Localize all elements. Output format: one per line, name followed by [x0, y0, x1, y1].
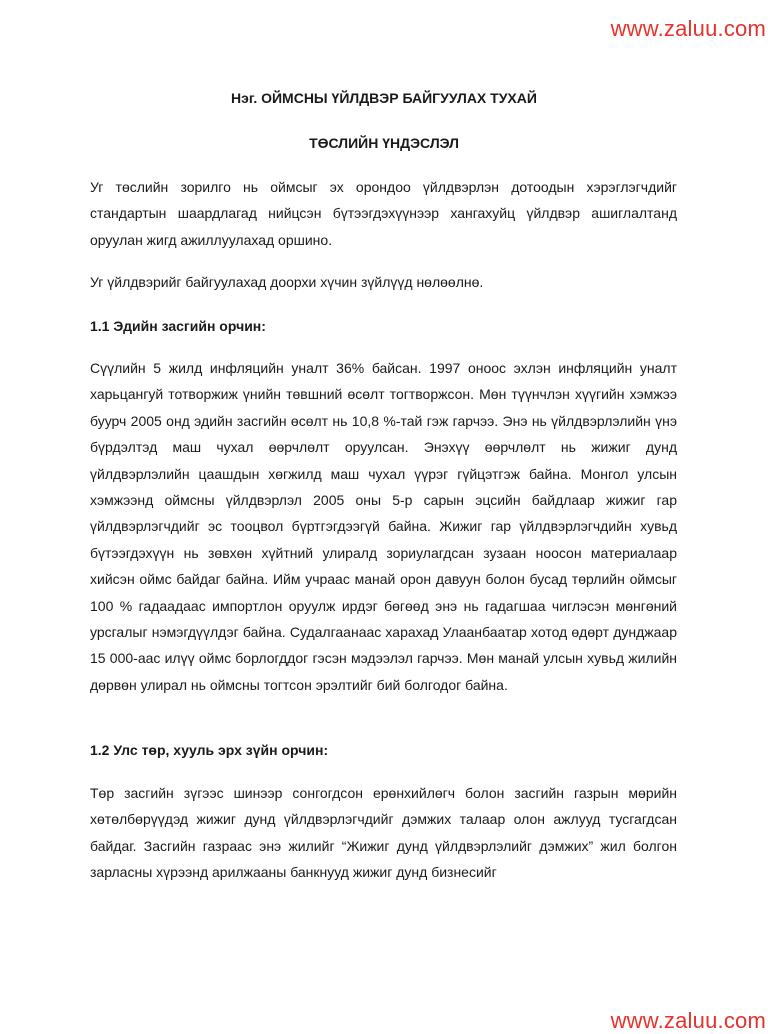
- document-title: Нэг. ОЙМСНЫ ҮЙЛДВЭР БАЙГУУЛАХ ТУХАЙ: [231, 90, 537, 106]
- watermark-top[interactable]: www.zaluu.com: [610, 16, 766, 41]
- intro-paragraph: Уг төслийн зорилго нь оймсыг эх орондоо үйлдвэрлэн дотоодын хэрэглэгчдийг стандартын шаардлагад нийцсэн бүтээгдэхүүнээр хангахуйц үйлдвэр ашиглалтанд оруулан жигд ажиллуулахад оршино.: [90, 179, 677, 248]
- section-heading-political-legal: 1.2 Улс төр, хууль эрх зүйн орчин:: [90, 742, 329, 758]
- document-subtitle: ТӨСЛИЙН ҮНДЭСЛЭЛ: [309, 135, 459, 151]
- factors-paragraph: Уг үйлдвэрийг байгуулахад доорхи хүчин зүйлүүд нөлөөлнө.: [90, 274, 484, 290]
- watermark-bottom[interactable]: www.zaluu.com: [610, 1008, 766, 1033]
- section-heading-economic: 1.1 Эдийн засгийн орчин:: [90, 318, 266, 334]
- economic-paragraph: Сүүлийн 5 жилд инфляцийн уналт 36% байсан. 1997 оноос эхлэн инфляцийн уналт харьцангуй тотворжиж үнийн төвшний өсөлт тогтворжсон. Мөн түүнчлэн хүүгийн хэмжээ буурч 2005 онд эдийн засгийн өсөлт нь 10,8 %-тай гэж гарчээ. Энэ нь үйлдвэрлэлийн үнэ бүрдэлтэд маш чухал өөрчлөлт оруулсан. Энэхүү өөрчлөлт нь жижиг дунд үйлдвэрлэлийн цаашдын хөгжилд маш чухал үүрэг гүйцэтгэж байна. Монгол улсын хэмжээнд оймсны үйлдвэрлэл 2005 оны 5-р сарын эцсийн байдлаар жижиг гар үйлдвэрлэгчдийг эс тооцвол бүртгэгдээгүй байна. Жижиг гар үйлдвэрлэгчдийн хувьд бүтээгдэхүүн нь зөвхөн хүйтний улиралд зориулагдсан зузаан ноосон материалаар хийсэн оймс байдаг байна. Ийм учраас манай орон давуун болон бусад төрлийн оймсыг 100 % гадаадаас импортлон оруулж ирдэг бөгөөд энэ нь гадагшаа чиглэсэн мөнгөний урсгалыг нэмэгдүүлдэг байна. Судалгаанаас харахад Улаанбаатар хотод өдөрт дунджаар 15 000-аас илүү оймс борлогддог гэсэн мэдээлэл гарчээ. Мөн манай улсын хувьд жилийн дөрвөн улирал нь оймсны тогтсон эрэлтийг бий болгодог байна.: [90, 360, 677, 693]
- political-legal-paragraph: Төр засгийн зүгээс шинээр сонгогдсон ерөнхийлөгч болон засгийн газрын мөрийн хөтөлбөрүүдэд жижиг дунд үйлдвэрлэгчдийг дэмжих талаар олон ажлууд тусгагдсан байдаг. Засгийн газраас энэ жилийг “Жижиг дунд үйлдвэрлэлийг дэмжих” жил болгон зарласны хүрээнд арилжааны банкнууд жижиг дунд бизнесийг: [90, 785, 677, 881]
